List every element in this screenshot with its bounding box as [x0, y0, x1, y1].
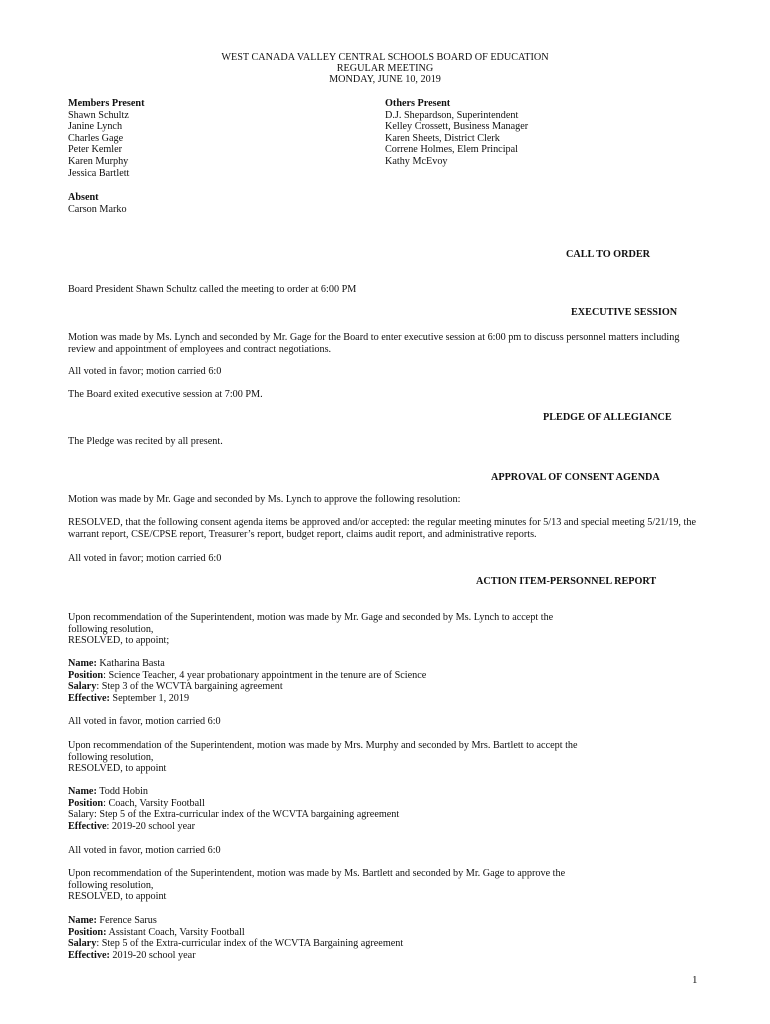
- executive-session-vote: All voted in favor; motion carried 6:0: [68, 366, 222, 377]
- members-present-list: [68, 98, 144, 179]
- consent-agenda-heading: APPROVAL OF CONSENT AGENDA: [491, 472, 660, 483]
- pledge-text: The Pledge was recited by all present.: [68, 436, 223, 447]
- member-name: Janine Lynch: [68, 121, 123, 133]
- page-number: 1: [692, 974, 698, 986]
- salary-label: Salary: [68, 938, 97, 950]
- others-present-list: [385, 98, 528, 168]
- appointment-details: [68, 658, 708, 704]
- meeting-date: MONDAY, JUNE 10, 2019: [329, 74, 441, 85]
- personnel-vote: All voted in favor, motion carried 6:0: [68, 716, 221, 727]
- document-title: WEST CANADA VALLEY CENTRAL SCHOOLS BOARD OF EDUCATION: [221, 52, 549, 63]
- others-present-heading: Others Present: [385, 98, 451, 109]
- motion-text: Upon recommendation of the Superintendent, motion was made by Mr. Gage and seconded by Ms. Lynch to accept the: [68, 612, 554, 623]
- other-name: Kathy McEvoy: [385, 155, 448, 167]
- member-name: Karen Murphy: [68, 155, 129, 167]
- member-name: Jessica Bartlett: [68, 167, 130, 179]
- effective-value: : 2019-20 school year: [106, 820, 196, 832]
- executive-session-exit: The Board exited executive session at 7:00 PM.: [68, 389, 263, 400]
- appointment-details: [68, 786, 708, 832]
- personnel-item: [68, 740, 708, 775]
- effective-label: Effective: [68, 820, 107, 832]
- name-label: Name:: [68, 658, 97, 669]
- salary-value: : Step 5 of the Extra-curricular index of the WCVTA Bargaining agreement: [96, 938, 404, 950]
- position-label: Position:: [68, 926, 107, 938]
- motion-text: Upon recommendation of the Superintendent, motion was made by Ms. Bartlett and seconded by Mr. Gage to approve the: [68, 868, 566, 879]
- member-name: Charles Gage: [68, 132, 124, 144]
- motion-text: following resolution,: [68, 623, 154, 635]
- salary-value: Salary: Step 5 of the Extra-curricular index of the WCVTA bargaining agreement: [68, 809, 400, 821]
- effective-value: September 1, 2019: [109, 692, 190, 704]
- motion-text: Upon recommendation of the Superintendent, motion was made by Mrs. Murphy and seconded by Mrs. Bartlett to accept the: [68, 740, 578, 751]
- absent-list: [68, 192, 127, 215]
- executive-session-heading: EXECUTIVE SESSION: [571, 307, 678, 318]
- personnel-report-heading: ACTION ITEM-PERSONNEL REPORT: [476, 576, 657, 587]
- name-label: Name:: [68, 786, 97, 797]
- personnel-item: [68, 868, 708, 903]
- other-name: D.J. Shepardson, Superintendent: [385, 109, 519, 121]
- members-present-heading: Members Present: [68, 98, 145, 109]
- position-label: Position: [68, 797, 104, 809]
- appointee-name: Todd Hobin: [96, 786, 149, 797]
- appointment-details: [68, 915, 708, 961]
- personnel-item: [68, 612, 708, 647]
- member-name: Shawn Schultz: [68, 109, 129, 121]
- other-name: Kelley Crossett, Business Manager: [385, 121, 529, 133]
- position-label: Position: [68, 669, 104, 681]
- other-name: Correne Holmes, Elem Principal: [385, 144, 518, 156]
- executive-session-motion: Motion was made by Ms. Lynch and seconded by Mr. Gage for the Board to enter executive session at 6:00 pm to discuss personnel matters including review and appointment of employees and contract negotiations.: [68, 332, 680, 355]
- position-value: : Coach, Varsity Football: [103, 797, 205, 809]
- pledge-heading: PLEDGE OF ALLEGIANCE: [543, 412, 672, 423]
- absent-heading: Absent: [68, 192, 99, 203]
- resolved-text: RESOLVED, to appoint: [68, 891, 167, 903]
- salary-value: : Step 3 of the WCVTA bargaining agreement: [96, 681, 283, 693]
- personnel-vote: All voted in favor, motion carried 6:0: [68, 845, 221, 856]
- consent-agenda-motion: Motion was made by Mr. Gage and seconded by Ms. Lynch to approve the following resolution:: [68, 494, 461, 505]
- effective-label: Effective:: [68, 949, 110, 961]
- absent-name: Carson Marko: [68, 203, 127, 215]
- name-label: Name:: [68, 915, 97, 926]
- consent-agenda-vote: All voted in favor; motion carried 6:0: [68, 553, 222, 564]
- appointee-name: Ference Sarus: [96, 915, 157, 926]
- meeting-type: REGULAR MEETING: [336, 63, 434, 74]
- consent-agenda-resolution: RESOLVED, that the following consent agenda items be approved and/or accepted: the regular meeting minutes for 5/13 and special meeting 5/21/19, the warrant report, CSE/CPSE report, Treasurer’s report, budget report, claims audit report, and administrative reports.: [68, 517, 696, 540]
- call-to-order-heading: CALL TO ORDER: [566, 249, 650, 260]
- effective-value: 2019-20 school year: [109, 949, 196, 961]
- salary-label: Salary: [68, 681, 97, 693]
- member-name: Peter Kemler: [68, 144, 123, 156]
- call-to-order-text: Board President Shawn Schultz called the meeting to order at 6:00 PM: [68, 284, 357, 295]
- effective-label: Effective:: [68, 692, 110, 704]
- motion-text: following resolution,: [68, 751, 154, 763]
- appointee-name: Katharina Basta: [96, 658, 165, 669]
- position-value: : Science Teacher, 4 year probationary appointment in the tenure are of Science: [103, 669, 427, 681]
- resolved-text: RESOLVED, to appoint;: [68, 635, 170, 647]
- other-name: Karen Sheets, District Clerk: [385, 132, 500, 144]
- resolved-text: RESOLVED, to appoint: [68, 763, 167, 775]
- position-value: Assistant Coach, Varsity Football: [106, 926, 245, 938]
- motion-text: following resolution,: [68, 879, 154, 891]
